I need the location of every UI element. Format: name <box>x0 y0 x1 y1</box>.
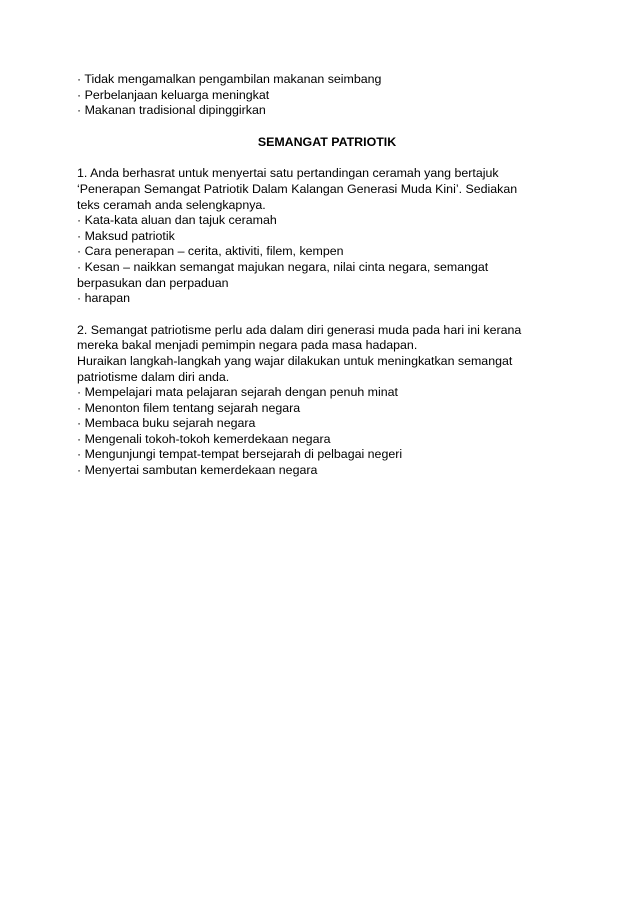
document-page <box>77 72 557 479</box>
intro-bullet: · Makanan tradisional dipinggirkan <box>77 103 266 118</box>
spacer <box>77 307 557 323</box>
question-2-bullet: · Menyertai sambutan kemerdekaan negara <box>77 463 318 478</box>
question-1 <box>77 166 557 306</box>
question-2 <box>77 323 557 479</box>
question-2-text: 2. Semangat patriotisme perlu ada dalam diri generasi muda pada hari ini kerana <box>77 322 522 337</box>
intro-bullet: · Perbelanjaan keluarga meningkat <box>77 87 270 102</box>
question-2-bullet: · Membaca buku sejarah negara <box>77 416 256 431</box>
question-1-bullet: · Cara penerapan – cerita, aktiviti, filem, kempen <box>77 244 344 259</box>
question-1-bullet: · Maksud patriotik <box>77 228 175 243</box>
question-1-bullet: · Kesan – naikkan semangat majukan negara, nilai cinta negara, semangat <box>77 259 489 274</box>
question-2-bullet: · Mempelajari mata pelajaran sejarah dengan penuh minat <box>77 385 398 400</box>
question-1-bullet: · harapan <box>77 291 131 306</box>
intro-bullet-list <box>77 72 557 119</box>
question-2-bullet: · Menonton filem tentang sejarah negara <box>77 400 301 415</box>
question-1-text: teks ceramah anda selengkapnya. <box>77 197 266 212</box>
spacer <box>77 150 557 166</box>
question-1-text: 1. Anda berhasrat untuk menyertai satu pertandingan ceramah yang bertajuk <box>77 166 499 181</box>
question-2-bullet: · Mengunjungi tempat-tempat bersejarah di pelbagai negeri <box>77 447 403 462</box>
question-2-text: mereka bakal menjadi pemimpin negara pada masa hadapan. <box>77 338 418 353</box>
question-1-bullet: · Kata-kata aluan dan tajuk ceramah <box>77 213 277 228</box>
question-2-text: patriotisme dalam diri anda. <box>77 369 230 384</box>
spacer <box>77 119 557 135</box>
question-1-text: ‘Penerapan Semangat Patriotik Dalam Kalangan Generasi Muda Kini’. Sediakan <box>77 181 518 196</box>
intro-bullet: · Tidak mengamalkan pengambilan makanan seimbang <box>77 72 382 86</box>
question-2-text: Huraikan langkah-langkah yang wajar dilakukan untuk meningkatkan semangat <box>77 353 513 368</box>
question-1-bullet: berpasukan dan perpaduan <box>77 275 229 290</box>
section-title: SEMANGAT PATRIOTIK <box>257 134 397 149</box>
question-2-bullet: · Mengenali tokoh-tokoh kemerdekaan negara <box>77 431 331 446</box>
